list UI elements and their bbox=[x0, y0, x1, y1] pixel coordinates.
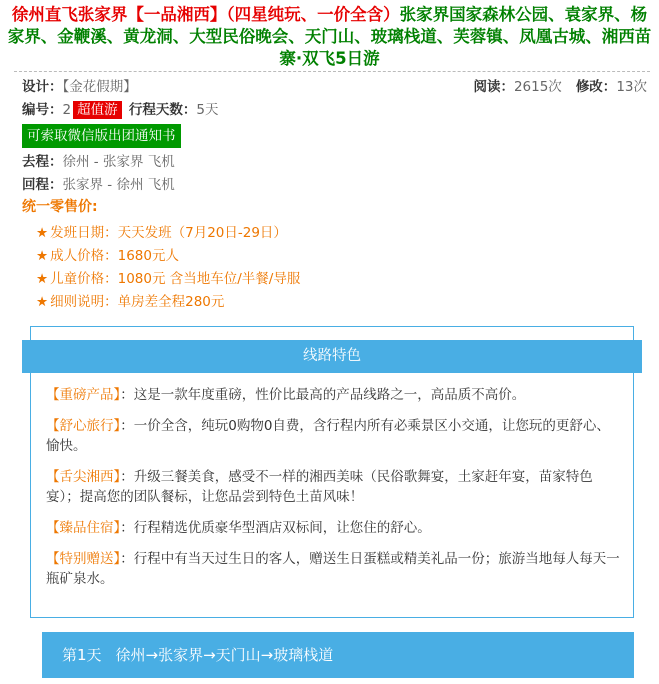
star-icon: ★ bbox=[36, 294, 49, 310]
star-icon: ★ bbox=[36, 225, 49, 241]
feature-text: ：升级三餐美食，感受不一样的湘西美味（民俗歌舞宴，土家赶年宴，苗家特色宴）；提高您的团队餐标，让您品尝到特色土苗风味！ bbox=[46, 469, 593, 505]
views-value: 2615次 bbox=[513, 79, 562, 95]
day-1-header[interactable] bbox=[42, 632, 634, 678]
edits-label: 修改： bbox=[575, 79, 617, 95]
price-value: 单房差全程280元 bbox=[117, 294, 225, 310]
title-divider bbox=[14, 71, 650, 72]
feature-tag: 【舌尖湘西】 bbox=[46, 469, 121, 485]
retail-price-heading: 统一零售价: bbox=[22, 199, 98, 215]
code-label: 编号： bbox=[22, 102, 63, 118]
price-value: 1680元人 bbox=[117, 248, 179, 264]
star-icon: ★ bbox=[36, 271, 49, 287]
day-number: 第1天 bbox=[62, 646, 102, 664]
features-heading: 线路特色 bbox=[22, 340, 642, 373]
feature-text: ：行程中有当天过生日的客人，赠送生日蛋糕或精美礼品一份；旅游当地每人每天一瓶矿泉水。 bbox=[46, 551, 620, 587]
price-item-details bbox=[36, 291, 300, 314]
views-label: 阅读： bbox=[473, 79, 514, 95]
code-info bbox=[22, 101, 218, 119]
price-list bbox=[36, 222, 300, 314]
feature-text: ：行程精选优质豪华型酒店双标间，让您住的舒心。 bbox=[120, 520, 431, 536]
stats-info bbox=[473, 78, 647, 96]
wechat-notice-button[interactable]: 可索取微信版出团通知书 bbox=[22, 124, 181, 148]
star-icon: ★ bbox=[36, 248, 49, 264]
return-value: 张家界 - 徐州 飞机 bbox=[62, 177, 175, 193]
feature-text: ：这是一款年度重磅，性价比最高的产品线路之一，高品质不高价。 bbox=[120, 387, 526, 403]
days-label: 行程天数： bbox=[128, 102, 197, 118]
designer-label: 设计： bbox=[22, 79, 63, 95]
title-sub: 张家界国家森林公园、袁家界、杨家界、金鞭溪、黄龙洞、大型民俗晚会、天门山、玻璃栈道、芙蓉镇、凤凰古城、湘西苗寨·双飞5日游 bbox=[7, 5, 652, 68]
outbound-route bbox=[22, 153, 175, 171]
designer-info bbox=[22, 78, 137, 96]
price-item-child bbox=[36, 268, 300, 291]
price-item-adult bbox=[36, 245, 300, 268]
price-value: 1080元 含当地车位/半餐/导服 bbox=[117, 271, 301, 287]
day-route: 徐州→张家界→天门山→玻璃栈道 bbox=[115, 646, 334, 664]
feature-tag: 【臻品住宿】 bbox=[46, 520, 121, 536]
value-badge: 超值游 bbox=[73, 101, 122, 119]
price-value: 天天发班（7月20日-29日） bbox=[117, 225, 287, 241]
feature-tag: 【重磅产品】 bbox=[46, 387, 121, 403]
price-item-departure bbox=[36, 222, 300, 245]
feature-tag: 【特别赠送】 bbox=[46, 551, 121, 567]
feature-item bbox=[46, 467, 622, 507]
feature-tag: 【舒心旅行】 bbox=[46, 418, 121, 434]
price-label: 儿童价格： bbox=[50, 271, 118, 287]
price-label: 发班日期： bbox=[50, 225, 118, 241]
price-label: 成人价格： bbox=[50, 248, 118, 264]
code-value: 2 bbox=[62, 102, 72, 118]
feature-text: ：一价全含，纯玩0购物0自费，含行程内所有必乘景区小交通，让您玩的更舒心、愉快。 bbox=[46, 418, 610, 454]
features-list bbox=[46, 385, 622, 600]
feature-item bbox=[46, 385, 622, 405]
return-route bbox=[22, 176, 175, 194]
page-title bbox=[6, 4, 653, 70]
edits-value: 13次 bbox=[616, 79, 647, 95]
outbound-value: 徐州 - 张家界 飞机 bbox=[62, 154, 175, 170]
return-label: 回程： bbox=[22, 177, 63, 193]
days-value: 5天 bbox=[196, 102, 219, 118]
feature-item bbox=[46, 518, 622, 538]
feature-item bbox=[46, 416, 622, 456]
designer-value: 【金花假期】 bbox=[62, 79, 137, 95]
price-label: 细则说明： bbox=[50, 294, 118, 310]
title-main: 徐州直飞张家界【一品湘西】（四星纯玩、一价全含） bbox=[11, 5, 400, 24]
feature-item bbox=[46, 549, 622, 589]
outbound-label: 去程： bbox=[22, 154, 63, 170]
